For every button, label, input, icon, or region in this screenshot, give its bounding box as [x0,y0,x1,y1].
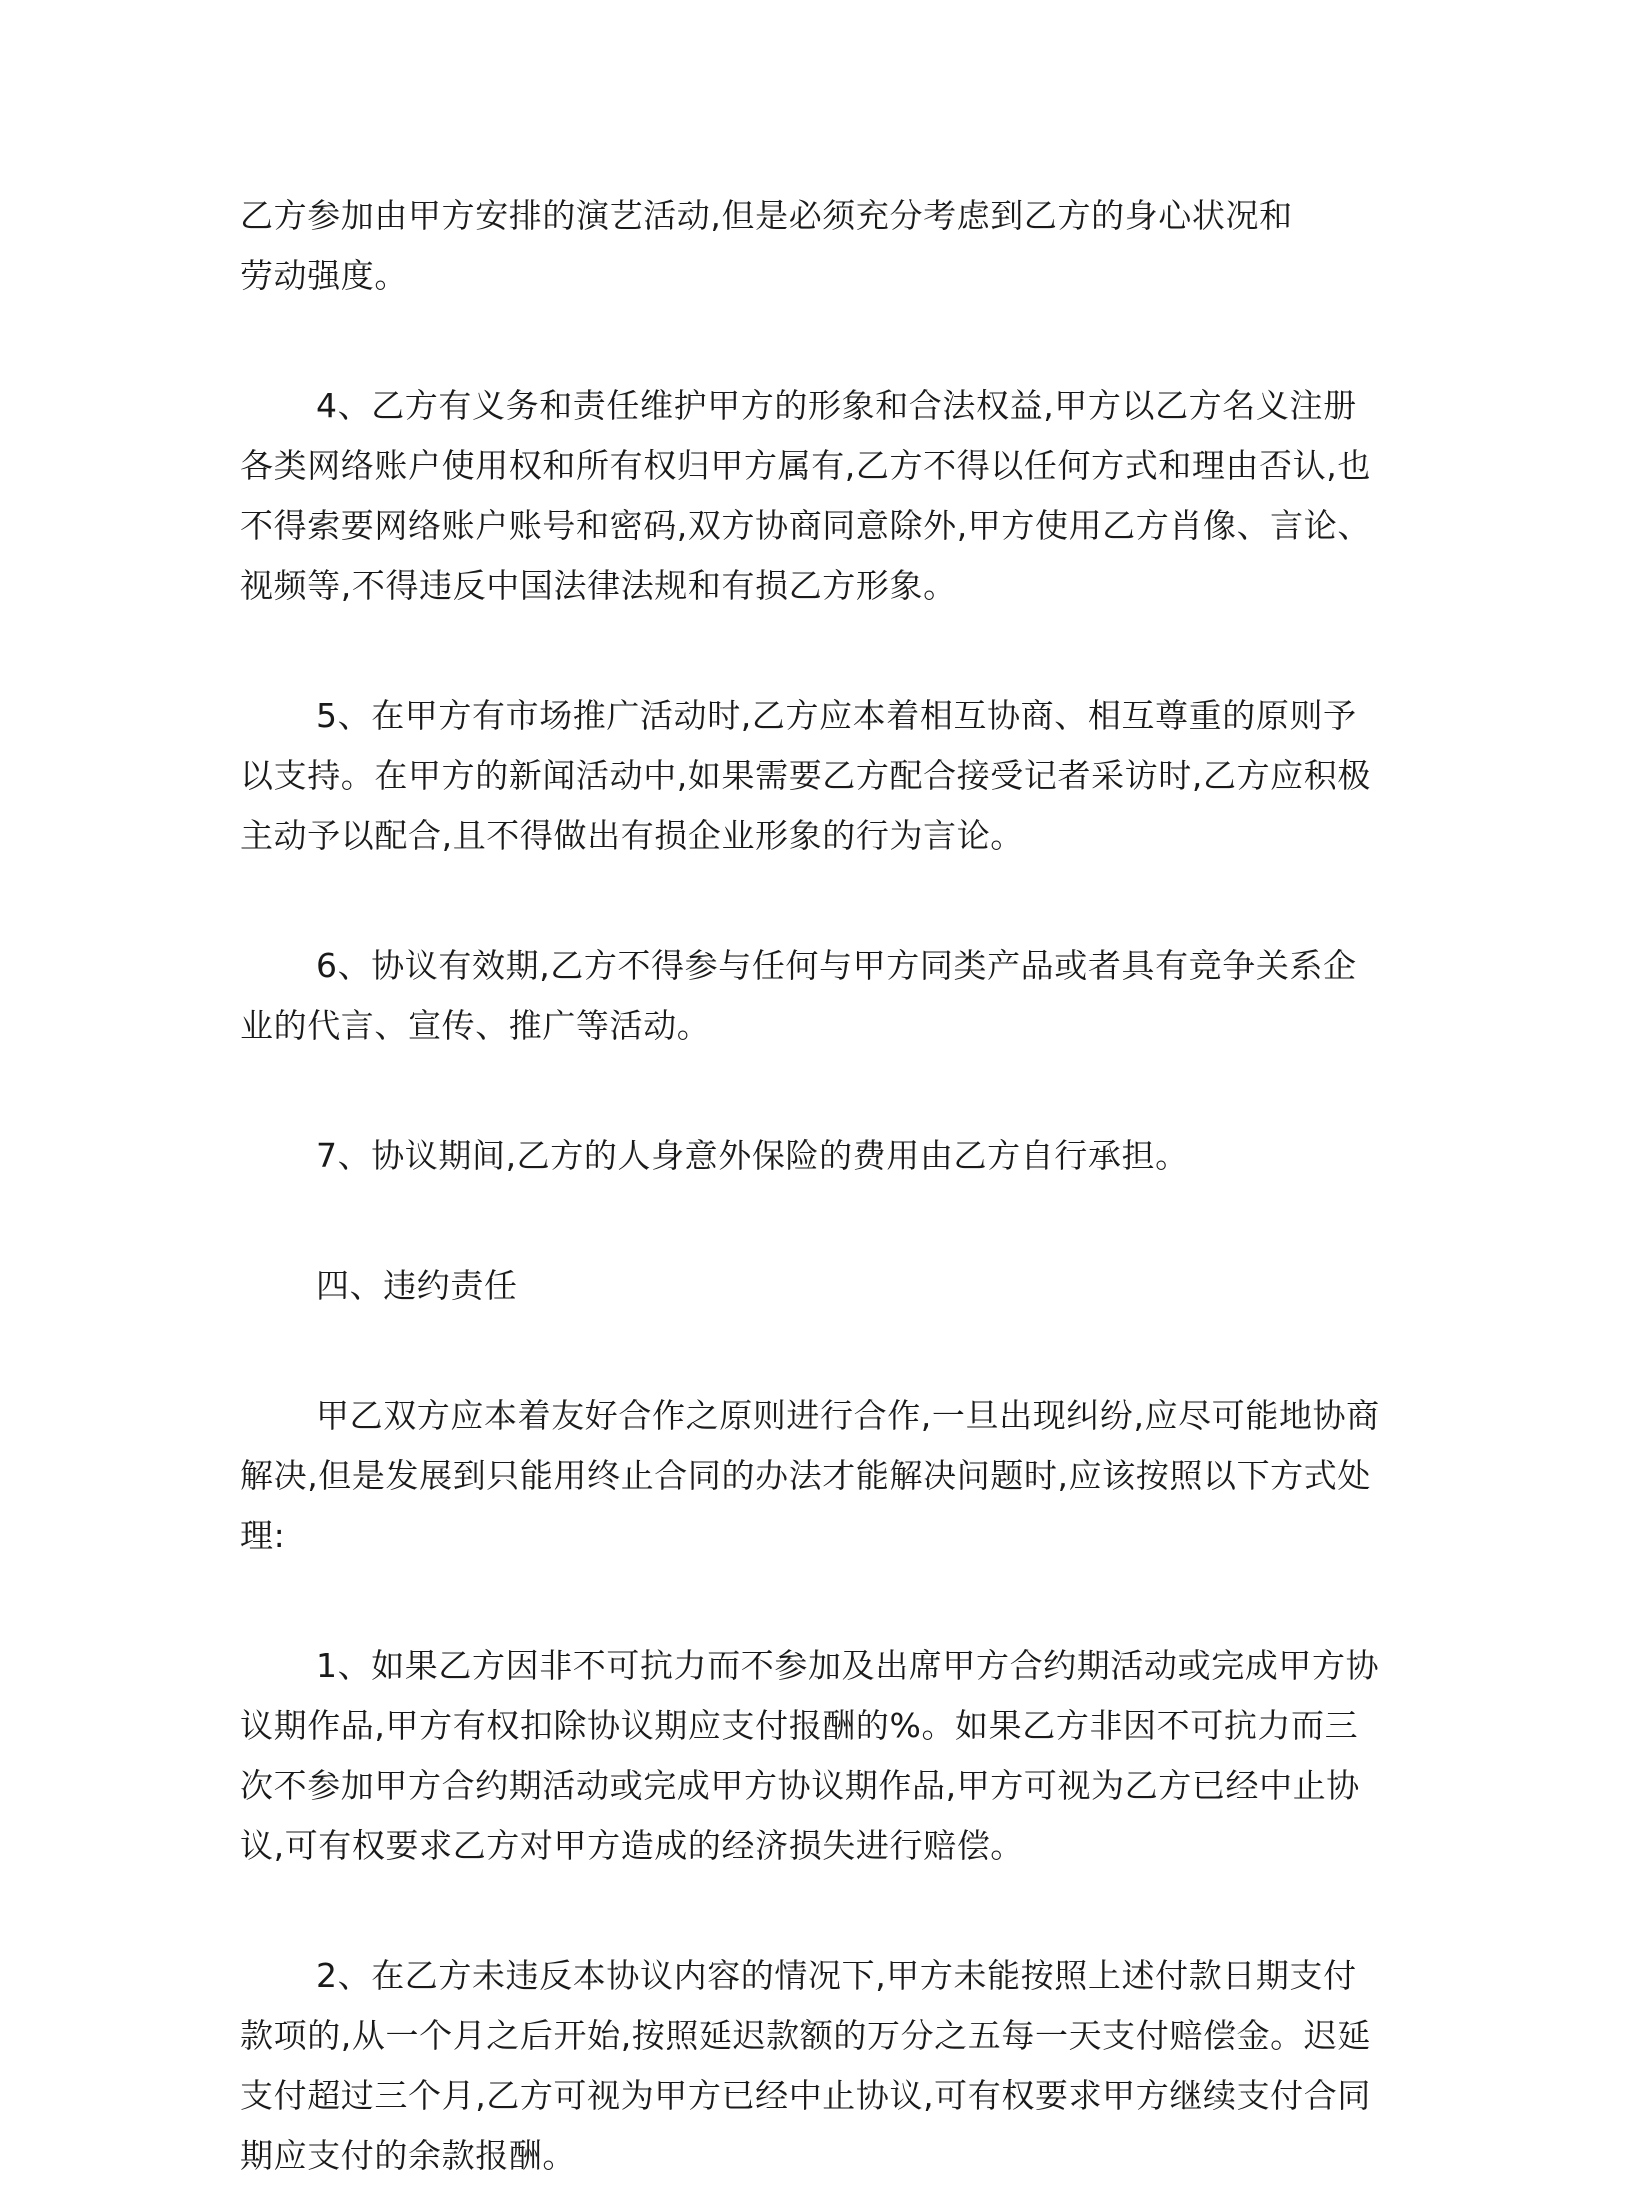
paragraph-clause-7: 7、协议期间,乙方的人身意外保险的费用由乙方自行承担。 [316,1136,1189,1175]
paragraph-breach-intro: 甲乙双方应本着友好合作之原则进行合作,一旦出现纠纷,应尽可能地协商解决,但是发展到只能用终止合同的办法才能解决问题时,应该按照以下方式处理: [240,1396,1380,1555]
paragraph-breach-2: 2、在乙方未违反本协议内容的情况下,甲方未能按照上述付款日期支付款项的,从一个月之后开始,按照延迟款额的万分之五每一天支付赔偿金。迟延支付超过三个月,乙方可视为甲方已经中止协议,可有权要求甲方继续支付合同期应支付的余款报酬。 [240,1956,1371,2175]
section-heading-breach: 四、违约责任 [316,1266,518,1305]
paragraph-clause-5: 5、在甲方有市场推广活动时,乙方应本着相互协商、相互尊重的原则予以支持。在甲方的新闻活动中,如果需要乙方配合接受记者采访时,乙方应积极主动予以配合,且不得做出有损企业形象的行为言论。 [240,696,1371,855]
paragraph-clause-4: 4、乙方有义务和责任维护甲方的形象和合法权益,甲方以乙方名义注册各类网络账户使用权和所有权归甲方属有,乙方不得以任何方式和理由否认,也不得索要网络账户账号和密码,双方协商同意除外,甲方使用乙方肖像、言论、视频等,不得违反中国法律法规和有损乙方形象。 [240,386,1371,605]
document-body [240,186,1385,2186]
paragraph-clause-6: 6、协议有效期,乙方不得参与任何与甲方同类产品或者具有竞争关系企业的代言、宣传、推广等活动。 [240,946,1357,1045]
paragraph-continued: 乙方参加由甲方安排的演艺活动,但是必须充分考虑到乙方的身心状况和劳动强度。 [240,196,1293,295]
paragraph-breach-1: 1、如果乙方因非不可抗力而不参加及出席甲方合约期活动或完成甲方协议期作品,甲方有权扣除协议期应支付报酬的%。如果乙方非因不可抗力而三次不参加甲方合约期活动或完成甲方协议期作品,甲方可视为乙方已经中止协议,可有权要求乙方对甲方造成的经济损失进行赔偿。 [240,1646,1380,1865]
